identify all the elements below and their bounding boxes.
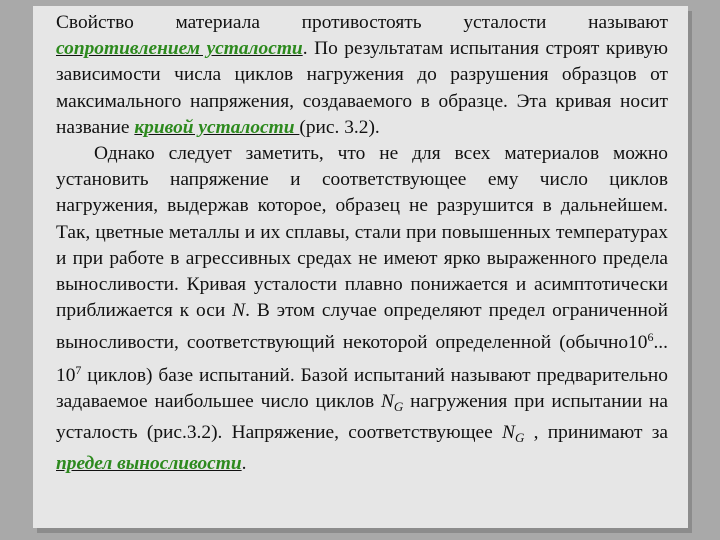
exponent-7: 7 xyxy=(75,362,82,377)
slide-text xyxy=(56,10,668,477)
p2-text-1: Однако следует заметить, что не для всех материалов можно установить напряжение и соответствующее ему число циклов нагружения, выдержав которое, образец не разрушится в дальнейшем. Так, цветные металлы и их сплавы, стали при повышенных температурах и при работе в агрессивных средах не имеют ярко выраженного предела выносливости. Кривая усталости плавно понижается и асимптотически приближается к оси xyxy=(56,143,668,322)
paragraph-1 xyxy=(56,10,668,141)
p2-text-5: нагружения при испытании на усталость (рис.3.2). Напряжение, соответствующее xyxy=(56,390,668,444)
term-fatigue-resistance: сопротивлением усталости xyxy=(56,38,303,60)
ng-symbol-2: N xyxy=(502,422,515,444)
ng-symbol-1: N xyxy=(380,390,394,412)
term-fatigue-curve: кривой усталости xyxy=(134,116,300,138)
p1-text-3: (рис. 3.2). xyxy=(299,116,380,138)
term-endurance-limit: предел выносливости xyxy=(56,453,242,475)
p2-text-7: . xyxy=(241,453,247,475)
p2-text-3: ... 10 xyxy=(56,332,668,386)
p2-text-6: , принимают за xyxy=(524,422,668,444)
p1-text-2: . По результатам испытания строят кривую зависимости числа циклов нагружения до разрушения образцов от максимального напряжения, создаваемого в образце. Эта кривая носит название xyxy=(56,38,668,138)
p2-text-4: циклов) базе испытаний. Базой испытаний называют предварительно задаваемое наибольшее число циклов xyxy=(56,364,668,412)
n-symbol: N xyxy=(232,300,246,322)
ng-subscript-1: G xyxy=(393,398,404,414)
paragraph-2 xyxy=(56,141,668,477)
exponent-6: 6 xyxy=(647,330,654,345)
p2-text-2: . В этом случае определяют предел ограниченной выносливости, соответствующий некоторой определенной (обычно10 xyxy=(56,300,668,354)
p1-text-1: Свойство материала противостоять усталости называют xyxy=(56,12,668,33)
ng-subscript-2: G xyxy=(514,430,525,446)
